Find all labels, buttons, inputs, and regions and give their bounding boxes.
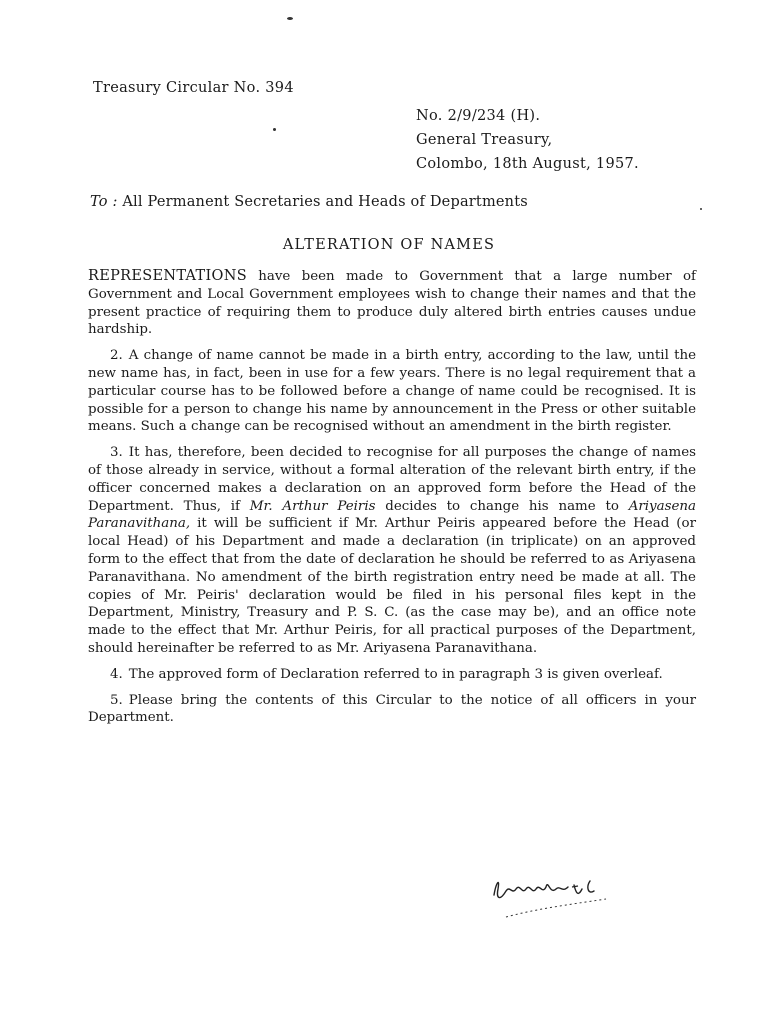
- paragraph-2: [88, 347, 696, 436]
- paragraph-5: [88, 692, 696, 728]
- paragraph-3-old-name: Mr. Arthur Peiris: [249, 498, 376, 514]
- paragraph-4-text: The approved form of Declaration referred to in paragraph 3 is given overleaf.: [128, 666, 663, 682]
- paragraph-5-text: Please bring the contents of this Circular to the notice of all officers in your Department.: [88, 692, 696, 726]
- issuing-office: General Treasury,: [416, 132, 553, 148]
- paragraph-1-text: have been made to Government that a large number of Government and Local Government employees wish to change their names and that the present practice of requiring them to produce duly altered birth entries causes undue hardship.: [88, 269, 696, 338]
- addressee-prefix: To :: [90, 194, 118, 210]
- paragraph-3-text-b: decides to change his name to: [375, 498, 629, 514]
- scan-speck: [273, 128, 276, 131]
- paragraph-1: [88, 268, 696, 339]
- paragraph-3-number: 3.: [110, 445, 123, 461]
- paragraph-2-text: A change of name cannot be made in a birth entry, according to the law, until the new name has, in fact, been in use for a few years. There is no legal requirement that a particular course has to be followed before a change of name could be recognised. It is possible for a person to change his name by announcement in the Press or other suitable means. Such a change can be recognised without an amendment in the birth register.: [88, 348, 696, 435]
- paragraph-1-lead: REPRESENTATIONS: [88, 268, 247, 284]
- reference-number: No. 2/9/234 (H).: [416, 108, 541, 124]
- scan-speck: [700, 208, 702, 210]
- circular-body: [88, 268, 696, 735]
- place-and-date: Colombo, 18th August, 1957.: [416, 156, 639, 172]
- addressee-line: [90, 194, 528, 210]
- scan-speck: [287, 17, 293, 20]
- paragraph-4-number: 4.: [110, 666, 123, 682]
- circular-number: Treasury Circular No. 394: [93, 80, 294, 96]
- paragraph-3-text-c: it will be sufficient if Mr. Arthur Peiris appeared before the Head (or local Head) of his Department and made a declaration (in triplicate) on an approved form to the effect that from the date of declaration he should be referred to as Ariyasena Paranavithana. No amendment of the birth registration entry need be made at all. The copies of Mr. Peiris' declaration would be filed in his personal files kept in the Department, Ministry, Treasury and P. S. C. (as the case may be), and an office note made to the effect that Mr. Arthur Peiris, for all practical purposes of the Department, should hereinafter be referred to as Mr. Ariyasena Paranavithana.: [88, 516, 696, 656]
- paragraph-4: [88, 666, 696, 684]
- paragraph-3-new-name: Ariyasena Paranavithana,: [88, 498, 696, 532]
- paragraph-3-text-a: It has, therefore, been decided to recognise for all purposes the change of names of those already in service, without a formal alteration of the relevant birth entry, if the officer concerned makes a declaration on an approved form before the Head of the Department. Thus, if: [88, 445, 696, 514]
- paragraph-5-number: 5.: [110, 692, 123, 708]
- paragraph-2-number: 2.: [110, 348, 123, 364]
- addressee-text: All Permanent Secretaries and Heads of Departments: [122, 194, 528, 210]
- circular-title: ALTERATION OF NAMES: [282, 237, 496, 253]
- paragraph-3: [88, 444, 696, 658]
- handwritten-signature: [486, 865, 646, 929]
- reference-block: [416, 104, 639, 176]
